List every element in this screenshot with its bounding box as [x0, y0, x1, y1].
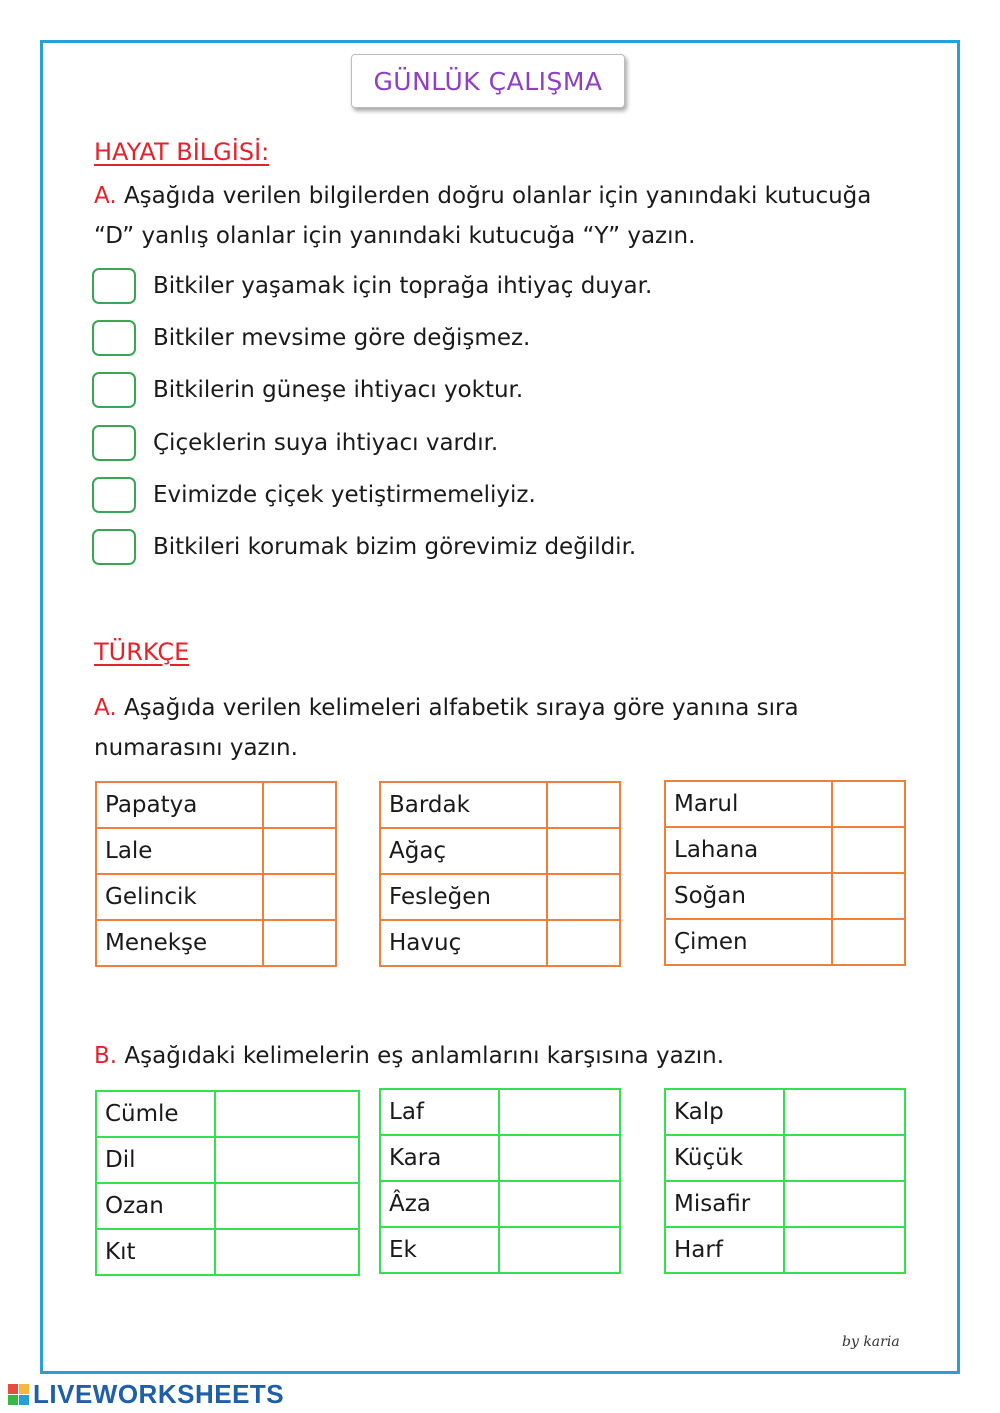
table-row: [665, 781, 905, 827]
alphabet-table-1: [95, 781, 337, 967]
word-cell: Kıt: [96, 1229, 215, 1275]
turkce-b-question: [94, 1036, 894, 1076]
answer-cell[interactable]: [547, 782, 620, 828]
word-cell: Küçük: [665, 1135, 784, 1181]
table-row: [96, 1183, 359, 1229]
question-text: Aşağıda verilen kelimeleri alfabetik sıraya göre yanına sıra numarasını yazın.: [94, 695, 799, 761]
question-text: Aşağıda verilen bilgilerden doğru olanlar için yanındaki kutucuğa “D” yanlış olanlar için yanındaki kutucuğa “Y” yazın.: [94, 183, 872, 249]
word-cell: Bardak: [380, 782, 547, 828]
brand-square: [19, 1384, 29, 1394]
question-label: A.: [94, 695, 117, 721]
synonym-table-2: [379, 1088, 621, 1274]
table-row: [380, 874, 620, 920]
brand-square: [8, 1384, 18, 1394]
word-cell: Çimen: [665, 919, 832, 965]
table-row: [665, 827, 905, 873]
table-row: [665, 1227, 905, 1273]
statement-text: Bitkiler yaşamak için toprağa ihtiyaç duyar.: [153, 273, 653, 299]
word-cell: Ozan: [96, 1183, 215, 1229]
answer-box[interactable]: [92, 425, 136, 461]
statement-text: Çiçeklerin suya ihtiyacı vardır.: [153, 430, 499, 456]
statement-text: Evimizde çiçek yetiştirmemeliyiz.: [153, 482, 536, 508]
answer-cell[interactable]: [547, 920, 620, 966]
answer-cell[interactable]: [832, 827, 905, 873]
answer-cell[interactable]: [215, 1091, 359, 1137]
statement-row: [92, 527, 636, 567]
table-row: [96, 1229, 359, 1275]
word-cell: Âza: [380, 1181, 499, 1227]
word-cell: Soğan: [665, 873, 832, 919]
statement-row: [92, 370, 523, 410]
answer-box[interactable]: [92, 477, 136, 513]
table-row: [96, 874, 336, 920]
table-row: [380, 1227, 620, 1273]
table-row: [380, 1089, 620, 1135]
table-row: [96, 1091, 359, 1137]
answer-cell[interactable]: [263, 828, 336, 874]
answer-box[interactable]: [92, 529, 136, 565]
statement-text: Bitkilerin güneşe ihtiyacı yoktur.: [153, 377, 524, 403]
table-row: [665, 873, 905, 919]
table-row: [380, 1135, 620, 1181]
answer-box[interactable]: [92, 372, 136, 408]
alphabet-table-2: [379, 781, 621, 967]
answer-cell[interactable]: [499, 1089, 620, 1135]
statement-row: [92, 475, 536, 515]
answer-cell[interactable]: [263, 874, 336, 920]
word-cell: Ağaç: [380, 828, 547, 874]
answer-cell[interactable]: [784, 1135, 905, 1181]
table-row: [96, 920, 336, 966]
synonym-table-3: [664, 1088, 906, 1274]
answer-cell[interactable]: [832, 873, 905, 919]
table-row: [665, 919, 905, 965]
statement-text: Bitkileri korumak bizim görevimiz değildir.: [153, 534, 637, 560]
statement-text: Bitkiler mevsime göre değişmez.: [153, 325, 531, 351]
answer-cell[interactable]: [832, 781, 905, 827]
word-cell: Ek: [380, 1227, 499, 1273]
section-heading-turkce: TÜRKÇE: [94, 638, 190, 666]
word-cell: Kara: [380, 1135, 499, 1181]
word-cell: Laf: [380, 1089, 499, 1135]
page-title: GÜNLÜK ÇALIŞMA: [373, 66, 603, 96]
answer-cell[interactable]: [547, 828, 620, 874]
turkce-a-question: [94, 688, 894, 768]
answer-cell[interactable]: [499, 1135, 620, 1181]
alphabet-table-3: [664, 780, 906, 966]
word-cell: Havuç: [380, 920, 547, 966]
answer-cell[interactable]: [263, 920, 336, 966]
brand-name: LIVEWORKSHEETS: [33, 1378, 285, 1409]
table-row: [665, 1135, 905, 1181]
table-row: [380, 828, 620, 874]
page-title-box: [351, 54, 625, 108]
answer-box[interactable]: [92, 320, 136, 356]
answer-cell[interactable]: [832, 919, 905, 965]
table-row: [96, 1137, 359, 1183]
word-cell: Cümle: [96, 1091, 215, 1137]
table-row: [665, 1089, 905, 1135]
word-cell: Kalp: [665, 1089, 784, 1135]
brand-logo[interactable]: [8, 1378, 285, 1409]
answer-cell[interactable]: [263, 782, 336, 828]
answer-cell[interactable]: [499, 1227, 620, 1273]
synonym-table-1: [95, 1090, 360, 1276]
brand-square: [19, 1395, 29, 1405]
answer-cell[interactable]: [784, 1227, 905, 1273]
word-cell: Marul: [665, 781, 832, 827]
word-cell: Papatya: [96, 782, 263, 828]
answer-cell[interactable]: [547, 874, 620, 920]
answer-cell[interactable]: [499, 1181, 620, 1227]
table-row: [380, 920, 620, 966]
table-row: [96, 782, 336, 828]
answer-box[interactable]: [92, 268, 136, 304]
word-cell: Misafir: [665, 1181, 784, 1227]
question-text: Aşağıdaki kelimelerin eş anlamlarını karşısına yazın.: [124, 1043, 725, 1069]
hayat-question: [94, 176, 894, 256]
question-label: A.: [94, 183, 117, 209]
statement-row: [92, 318, 530, 358]
word-cell: Menekşe: [96, 920, 263, 966]
statement-row: [92, 423, 498, 463]
brand-square: [8, 1395, 18, 1405]
answer-cell[interactable]: [784, 1089, 905, 1135]
table-row: [665, 1181, 905, 1227]
word-cell: Lale: [96, 828, 263, 874]
word-cell: Fesleğen: [380, 874, 547, 920]
author-signature: by karia: [842, 1334, 900, 1350]
answer-cell[interactable]: [215, 1137, 359, 1183]
table-row: [380, 1181, 620, 1227]
statement-row: [92, 266, 652, 306]
answer-cell[interactable]: [215, 1229, 359, 1275]
table-row: [380, 782, 620, 828]
question-label: B.: [94, 1043, 118, 1069]
answer-cell[interactable]: [215, 1183, 359, 1229]
word-cell: Harf: [665, 1227, 784, 1273]
word-cell: Dil: [96, 1137, 215, 1183]
table-row: [96, 828, 336, 874]
section-heading-hayat: HAYAT BİLGİSİ:: [94, 138, 270, 166]
brand-grid-icon: [8, 1384, 29, 1405]
word-cell: Lahana: [665, 827, 832, 873]
word-cell: Gelincik: [96, 874, 263, 920]
answer-cell[interactable]: [784, 1181, 905, 1227]
